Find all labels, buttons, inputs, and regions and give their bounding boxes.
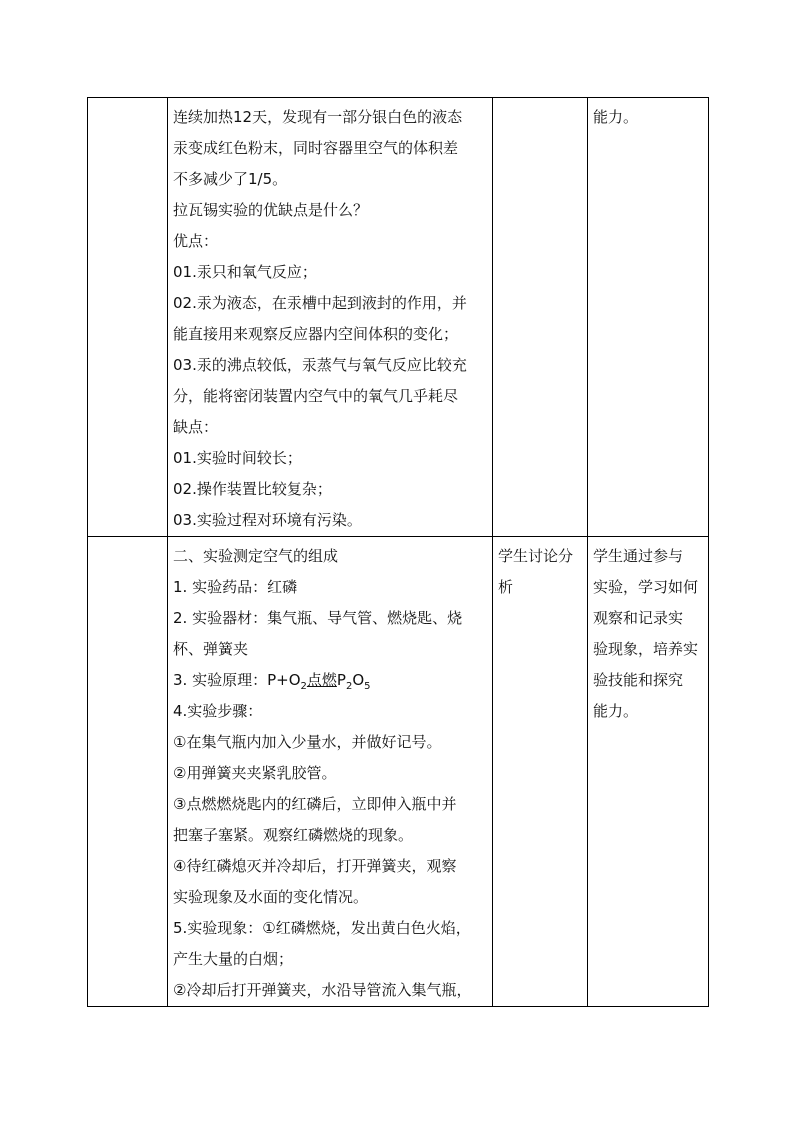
- design-intent-cell: [588, 537, 709, 1007]
- content-line: 能直接用来观察反应器内空间体积的变化；: [173, 325, 459, 343]
- content-line: 杯、弹簧夹: [173, 640, 249, 658]
- content-cell: [168, 98, 493, 537]
- content-line: 02.汞为液态，在汞槽中起到液封的作用，并: [173, 294, 467, 312]
- content-line: 汞变成红色粉末，同时容器里空气的体积差: [173, 139, 459, 157]
- content-line: ②用弹簧夹夹紧乳胶管。: [173, 764, 337, 782]
- content-line: 产生大量的白烟；: [173, 950, 294, 968]
- student-line: 学生讨论分: [498, 547, 574, 565]
- stage-cell: [88, 537, 168, 1007]
- content-line: ③点燃燃烧匙内的红磷后，立即伸入瓶中并: [173, 795, 457, 813]
- content-line: 不多减少了1/5。: [173, 170, 288, 188]
- content-line: 4.实验步骤：: [173, 702, 263, 720]
- intent-line: 验现象，培养实: [593, 640, 699, 658]
- student-line: 析: [498, 578, 514, 596]
- student-activity-cell: [493, 98, 588, 537]
- intent-line: 验技能和探究: [593, 671, 684, 689]
- content-line: 实验现象及水面的变化情况。: [173, 888, 369, 906]
- intent-line: 学生通过参与: [593, 547, 684, 565]
- content-line: 2. 实验器材：集气瓶、导气管、燃烧匙、烧: [173, 609, 463, 627]
- content-line: ②冷却后打开弹簧夹，水沿导管流入集气瓶，: [173, 981, 472, 999]
- reaction-principle: [173, 665, 487, 696]
- reaction-condition: 点燃: [306, 671, 337, 689]
- content-line: 02.操作装置比较复杂；: [173, 480, 332, 498]
- content-line: ①在集气瓶内加入少量水，并做好记号。: [173, 733, 442, 751]
- table-row: [88, 537, 709, 1007]
- product: O: [352, 671, 365, 689]
- table-row: [88, 98, 709, 537]
- principle-label: 3. 实验原理：: [173, 671, 268, 689]
- intent-line: 能力。: [593, 702, 639, 720]
- content-cell: [168, 537, 493, 1007]
- content-line: ④待红磷熄灭并冷却后，打开弹簧夹，观察: [173, 857, 457, 875]
- subscript: 2: [345, 681, 353, 692]
- content-line: 01.实验时间较长；: [173, 449, 302, 467]
- design-intent-cell: [588, 98, 709, 537]
- product: P: [336, 671, 346, 689]
- content-line: 优点：: [173, 232, 219, 250]
- content-line: 把塞子塞紧。观察红磷燃烧的现象。: [173, 826, 414, 844]
- intent-line: 能力。: [593, 108, 639, 126]
- lesson-plan-table: [87, 97, 709, 1007]
- student-activity-cell: [493, 537, 588, 1007]
- content-line: 03.汞的沸点较低，汞蒸气与氧气反应比较充: [173, 356, 467, 374]
- content-line: 连续加热12天，发现有一部分银白色的液态: [173, 108, 463, 126]
- content-line: 缺点：: [173, 418, 219, 436]
- intent-line: 实验，学习如何: [593, 578, 699, 596]
- content-line: 拉瓦锡实验的优缺点是什么？: [173, 201, 369, 219]
- subscript: 2: [300, 681, 307, 692]
- content-line: 分，能将密闭装置内空气中的氧气几乎耗尽: [173, 387, 459, 405]
- content-line: 1. 实验药品：红磷: [173, 578, 298, 596]
- section-heading: 二、实验测定空气的组成: [173, 547, 339, 565]
- content-line: 01.汞只和氧气反应；: [173, 263, 317, 281]
- subscript: 5: [364, 681, 371, 692]
- content-line: 03.实验过程对环境有污染。: [173, 511, 362, 529]
- stage-cell: [88, 98, 168, 537]
- intent-line: 观察和记录实: [593, 609, 684, 627]
- reactant: P+O: [267, 671, 301, 689]
- content-line: 5.实验现象：①红磷燃烧，发出黄白色火焰，: [173, 919, 471, 937]
